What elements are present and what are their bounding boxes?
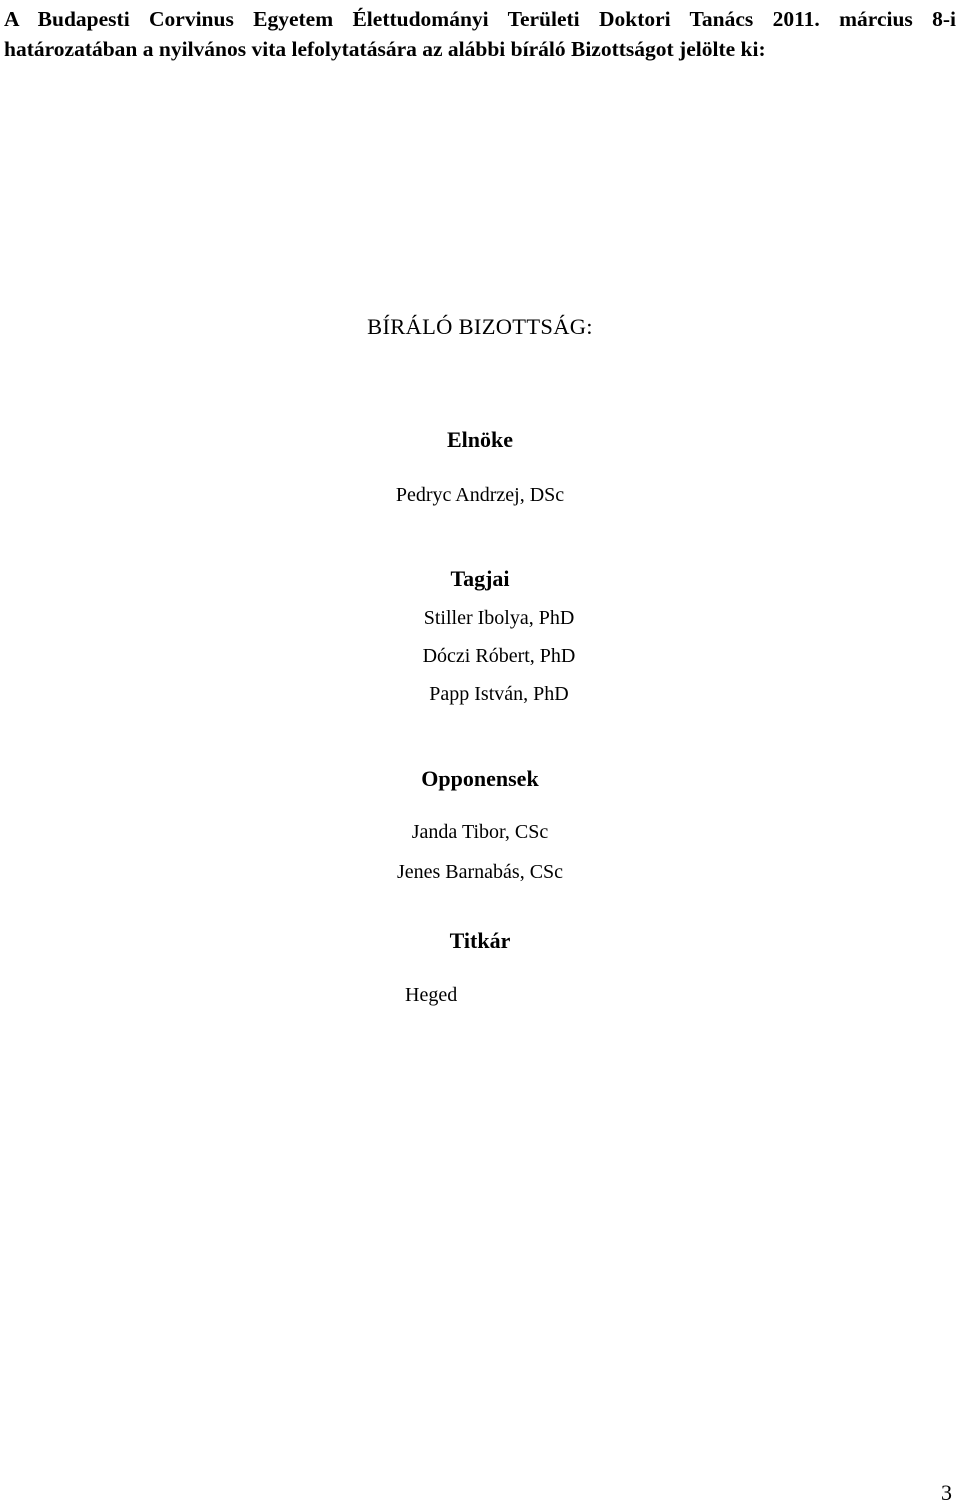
opponent-name-1: Janda Tibor, CSc	[411, 821, 549, 843]
secretary-name: Heged	[405, 984, 458, 1006]
committee-title: BÍRÁLÓ BIZOTTSÁG:	[367, 314, 593, 339]
intro-line-2: határozatában a nyilvános vita lefolytatására az alábbi bíráló Bizottságot jelölte ki:	[4, 37, 766, 61]
secretary-heading: Titkár	[449, 928, 511, 953]
member-name-2: Dóczi Róbert, PhD	[422, 645, 576, 667]
members-heading: Tagjai	[450, 566, 510, 591]
opponents-heading: Opponensek	[421, 766, 539, 791]
page-number: 3	[941, 1480, 952, 1505]
member-name-3: Papp István, PhD	[429, 683, 569, 705]
opponent-name-2: Jenes Barnabás, CSc	[396, 861, 564, 883]
chair-heading: Elnöke	[446, 427, 514, 452]
chair-name: Pedryc Andrzej, DSc	[395, 484, 565, 506]
intro-line-1: A Budapesti Corvinus Egyetem Élettudományi Területi Doktori Tanács 2011. március 8-i	[4, 7, 956, 31]
member-name-1: Stiller Ibolya, PhD	[423, 607, 575, 629]
intro-paragraph	[4, 4, 956, 64]
